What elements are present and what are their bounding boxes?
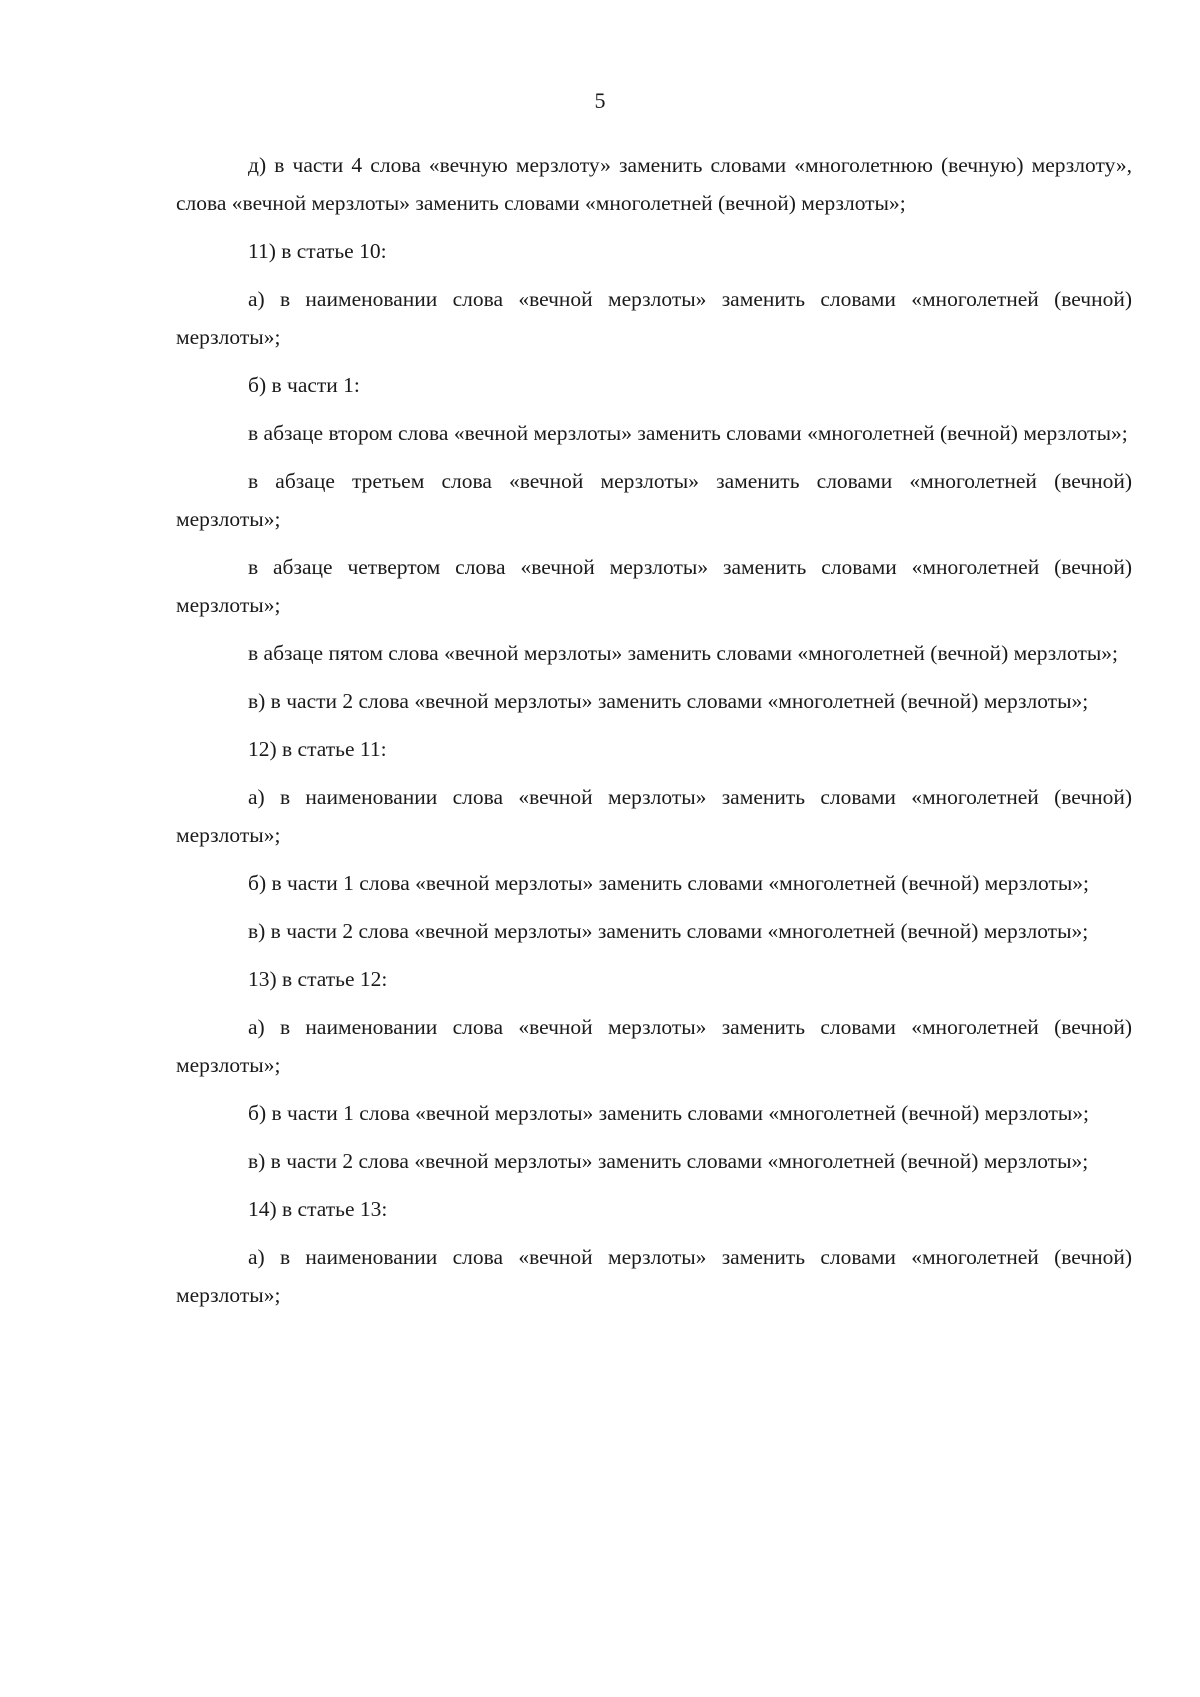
- paragraph-item-13-v: в) в части 2 слова «вечной мерзлоты» заменить словами «многолетней (вечной) мерзлоты»;: [248, 1149, 1089, 1173]
- paragraph-item-11-b-third: в абзаце третьем слова «вечной мерзлоты» заменить словами «многолетней (вечной) мерзлоты»;: [176, 469, 1132, 531]
- paragraph-item-11-b-second: в абзаце втором слова «вечной мерзлоты» заменить словами «многолетней (вечной) мерзлоты»;: [248, 421, 1128, 445]
- document-body: [176, 146, 1132, 1324]
- paragraph-item-14: 14) в статье 13:: [248, 1197, 388, 1221]
- paragraph-item-11-b: б) в части 1:: [248, 373, 360, 397]
- paragraph-item-12-a: а) в наименовании слова «вечной мерзлоты» заменить словами «многолетней (вечной) мерзлоты»;: [176, 785, 1132, 847]
- paragraph-item-12-b: б) в части 1 слова «вечной мерзлоты» заменить словами «многолетней (вечной) мерзлоты»;: [248, 871, 1090, 895]
- paragraph-item-13: 13) в статье 12:: [248, 967, 388, 991]
- paragraph-item-11-b-fourth: в абзаце четвертом слова «вечной мерзлоты» заменить словами «многолетней (вечной) мерзлоты»;: [176, 555, 1132, 617]
- paragraph-item-12-v: в) в части 2 слова «вечной мерзлоты» заменить словами «многолетней (вечной) мерзлоты»;: [248, 919, 1089, 943]
- paragraph-item-11-v: в) в части 2 слова «вечной мерзлоты» заменить словами «многолетней (вечной) мерзлоты»;: [248, 689, 1089, 713]
- paragraph-amendment-d-part-4: д) в части 4 слова «вечную мерзлоту» заменить словами «многолетнюю (вечную) мерзлоту», слова «вечной мерзлоты» заменить словами «многолетней (вечной) мерзлоты»;: [176, 153, 1132, 215]
- paragraph-item-11: 11) в статье 10:: [248, 239, 387, 263]
- paragraph-item-13-a: а) в наименовании слова «вечной мерзлоты» заменить словами «многолетней (вечной) мерзлоты»;: [176, 1015, 1132, 1077]
- paragraph-item-12: 12) в статье 11:: [248, 737, 387, 761]
- page-number: 5: [594, 88, 606, 113]
- paragraph-item-11-b-fifth: в абзаце пятом слова «вечной мерзлоты» заменить словами «многолетней (вечной) мерзлоты»;: [248, 641, 1119, 665]
- paragraph-item-11-a: а) в наименовании слова «вечной мерзлоты» заменить словами «многолетней (вечной) мерзлоты»;: [176, 287, 1132, 349]
- paragraph-item-14-a: а) в наименовании слова «вечной мерзлоты» заменить словами «многолетней (вечной) мерзлоты»;: [176, 1245, 1132, 1307]
- paragraph-item-13-b: б) в части 1 слова «вечной мерзлоты» заменить словами «многолетней (вечной) мерзлоты»;: [248, 1101, 1090, 1125]
